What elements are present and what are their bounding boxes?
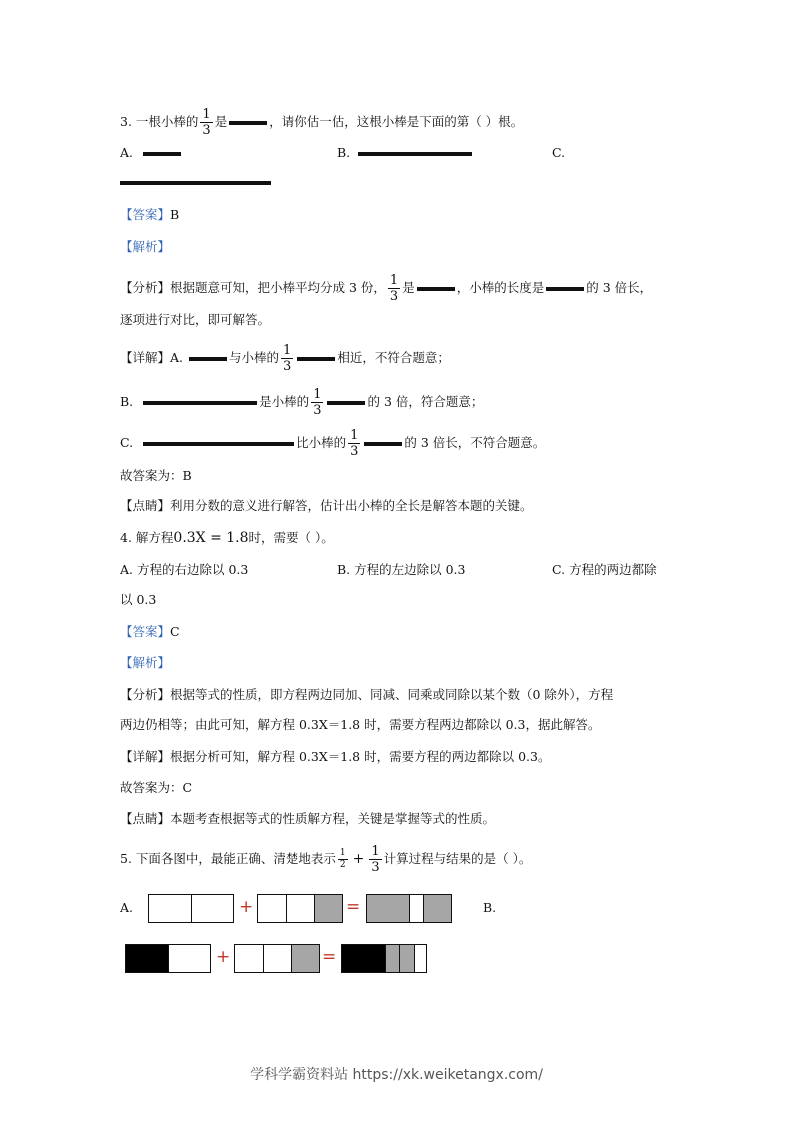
q4-option-c: C. 方程的两边都除 xyxy=(552,562,657,577)
option-b-stick xyxy=(358,152,472,156)
line-b-label: B. xyxy=(120,394,134,409)
footer-watermark: 学科学霸资料站 https://xk.weiketangx.com/ xyxy=(250,1067,543,1083)
fraction-denominator: 3 xyxy=(283,359,292,374)
answer-tag: 【答案】 xyxy=(120,207,171,222)
fraction-denominator: 3 xyxy=(313,403,322,418)
q3-option-b xyxy=(337,144,474,162)
divider xyxy=(385,944,386,973)
fraction-denominator: 3 xyxy=(371,860,380,875)
option-c-stick xyxy=(120,181,271,185)
option-b-box-thirds xyxy=(234,944,320,973)
line-c-fraction xyxy=(348,429,360,458)
q3-option-c-label: C. xyxy=(552,145,566,160)
xiangjie-text: 与小棒的 xyxy=(229,350,280,365)
fraction-denominator: 3 xyxy=(389,289,399,304)
q4-option-c-cont: 以 0.3 xyxy=(120,592,157,607)
q4-fenxi-2: 两边仍相等；由此可知，解方程 0.3X＝1.8 时，需要方程两边都除以 0.3，据此解答。 xyxy=(120,717,601,732)
fraction-numerator: 1 xyxy=(371,844,380,859)
option-c-stick xyxy=(143,442,294,446)
q4-conclusion: 故答案为：C xyxy=(120,780,193,795)
q5-fraction-third xyxy=(369,845,381,874)
divider xyxy=(414,944,415,973)
q3-option-b-label: B. xyxy=(337,145,351,160)
shaded-half xyxy=(367,895,409,922)
fraction-denominator: 2 xyxy=(339,860,346,870)
q3-stem-c: ，请你估一估，这根小棒是下面的第（ ）根。 xyxy=(269,114,524,129)
q4-stem-a: 4. 解方程 xyxy=(120,530,174,545)
q4-analysis-tag: 【解析】 xyxy=(120,655,171,670)
q5-fraction-half xyxy=(338,849,348,870)
short-stick xyxy=(417,287,455,291)
fraction-numerator: 1 xyxy=(283,343,292,358)
divider xyxy=(423,894,424,923)
option-a-box-halves xyxy=(148,894,234,923)
option-b-box-result xyxy=(341,944,427,973)
q3-conclusion: 故答案为：B xyxy=(120,468,192,483)
xiangjie-text: 相近，不符合题意； xyxy=(337,350,450,365)
line-b-text: 的 3 倍，符合题意； xyxy=(367,394,484,409)
option-a-plus: + xyxy=(239,897,254,917)
q4-option-a: A. 方程的右边除以 0.3 xyxy=(120,562,249,577)
q4-fenxi-1: 【分析】根据等式的性质，即方程两边同加、同减、同乘或同除以某个数（0 除外），方程 xyxy=(120,687,614,702)
option-b-stick xyxy=(143,401,257,405)
short-stick xyxy=(327,401,365,405)
shaded-third xyxy=(314,895,342,922)
short-stick xyxy=(297,357,335,361)
xiangjie-label: 【详解】A. xyxy=(120,350,184,365)
q5-option-b-label: B. xyxy=(483,900,497,915)
divider xyxy=(168,944,169,973)
q3-dianjing: 【点睛】利用分数的意义进行解答，估计出小棒的全长是解答本题的关键。 xyxy=(120,498,533,513)
line-c-text: 的 3 倍长，不符合题意。 xyxy=(404,435,546,450)
option-a-stick xyxy=(189,357,227,361)
q3-analysis-tag: 【解析】 xyxy=(120,239,171,254)
option-b-plus: + xyxy=(216,947,231,967)
xiangjie-fraction xyxy=(281,344,293,373)
q4-option-b: B. 方程的左边除以 0.3 xyxy=(337,562,466,577)
shaded-third xyxy=(423,895,451,922)
fenxi-text-d: 的 3 倍长， xyxy=(586,280,653,295)
option-a-box-result xyxy=(366,894,452,923)
fenxi-fraction xyxy=(388,274,400,303)
q4-equation: 0.3X = 1.8 xyxy=(173,530,249,546)
q3-fenxi xyxy=(120,274,652,303)
q3-line-b xyxy=(120,388,483,417)
q3-stem-b: 是 xyxy=(214,114,228,129)
q3-stem xyxy=(120,108,523,137)
q4-stem xyxy=(120,529,334,547)
option-a-box-thirds xyxy=(257,894,343,923)
fenxi-text-c: ，小棒的长度是 xyxy=(456,280,545,295)
short-stick xyxy=(229,121,267,125)
q3-stem-a: 3. 一根小棒的 xyxy=(120,114,199,129)
q5-plus: + xyxy=(352,851,365,867)
q4-stem-b: 时，需要（ ）。 xyxy=(248,530,334,545)
fraction-numerator: 1 xyxy=(339,848,346,858)
short-stick xyxy=(364,442,402,446)
line-c-text: 比小棒的 xyxy=(296,435,347,450)
divider xyxy=(314,894,315,923)
q3-fraction xyxy=(200,108,212,137)
q3-xiangjie-a xyxy=(120,344,450,373)
fraction-numerator: 1 xyxy=(313,387,322,402)
black-half xyxy=(342,945,385,972)
divider xyxy=(291,944,292,973)
q3-answer xyxy=(120,206,179,224)
option-a-stick xyxy=(143,152,181,156)
q5-stem xyxy=(120,845,531,874)
fenxi-text-b: 是 xyxy=(402,280,415,295)
shaded-third xyxy=(291,945,319,972)
q3-option-a-label: A. xyxy=(120,145,134,160)
q3-fenxi-cont: 逐项进行对比，即可解答。 xyxy=(120,312,271,327)
divider xyxy=(399,944,400,973)
q5-stem-b: 计算过程与结果的是（ ）。 xyxy=(383,851,532,866)
answer-value: C xyxy=(170,624,180,639)
option-a-equals: = xyxy=(346,897,361,917)
divider xyxy=(286,894,287,923)
fenxi-text-a: 【分析】根据题意可知，把小棒平均分成 3 份， xyxy=(120,280,386,295)
q4-answer xyxy=(120,623,180,641)
divider xyxy=(263,944,264,973)
line-c-label: C. xyxy=(120,435,134,450)
line-b-fraction xyxy=(311,388,323,417)
q3-line-c xyxy=(120,429,545,458)
q4-dianjing: 【点睛】本题考查根据等式的性质解方程，关键是掌握等式的性质。 xyxy=(120,811,496,826)
short-stick xyxy=(546,287,584,291)
fraction-numerator: 1 xyxy=(350,428,359,443)
fraction-numerator: 1 xyxy=(202,107,211,122)
line-b-text: 是小棒的 xyxy=(259,394,310,409)
divider xyxy=(191,894,192,923)
option-b-equals: = xyxy=(322,947,337,967)
option-b-box-halves xyxy=(125,944,211,973)
fraction-numerator: 1 xyxy=(389,273,399,288)
q3-options xyxy=(120,144,183,162)
answer-value: B xyxy=(170,207,180,222)
q4-xiangjie: 【详解】根据分析可知，解方程 0.3X＝1.8 时，需要方程的两边都除以 0.3。 xyxy=(120,749,551,764)
q5-stem-a: 5. 下面各图中，最能正确、清楚地表示 xyxy=(120,851,336,866)
divider xyxy=(409,894,410,923)
black-half xyxy=(126,945,168,972)
fraction-denominator: 3 xyxy=(350,444,359,459)
fraction-denominator: 3 xyxy=(202,123,211,138)
q3-option-c xyxy=(552,144,565,162)
answer-tag: 【答案】 xyxy=(120,624,171,639)
q5-option-a-label: A. xyxy=(120,900,134,915)
